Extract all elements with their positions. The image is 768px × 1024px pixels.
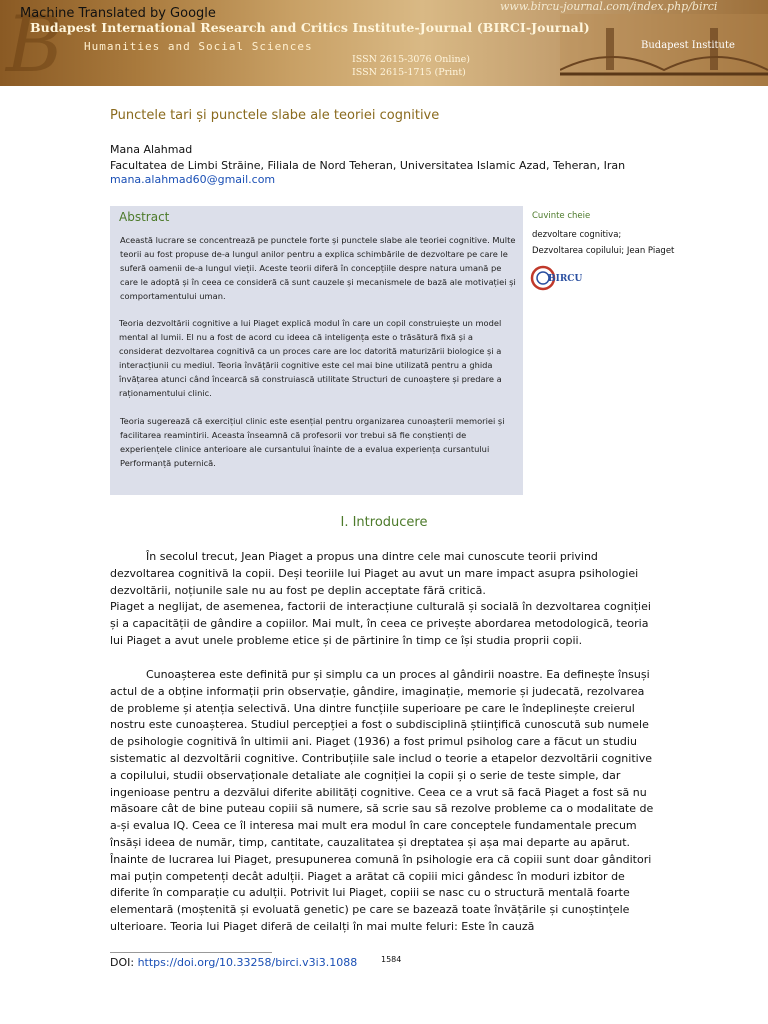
page-number: 1584 [381,955,402,964]
logo-text: BIRCU [548,274,582,284]
journal-title: Budapest International Research and Critics Institute-Journal (BIRCI-Journal) [30,20,590,35]
keyword-line: Dezvoltarea copilului; Jean Piaget [532,246,675,256]
journal-subtitle: Humanities and Social Sciences [84,40,313,53]
footnote-rule [110,952,272,953]
issn-block [352,53,470,79]
journal-url[interactable]: www.bircu-journal.com/index.php/birci [500,0,718,13]
machine-translated-label: Machine Translated by Google [20,6,216,21]
author-name: Mana Alahmad [110,143,193,156]
doi-line [110,956,357,969]
abstract-heading: Abstract [119,210,170,224]
institute-label: Budapest Institute [641,40,735,51]
banner-decorative-letter: B [6,0,64,86]
keyword-line: dezvoltare cognitiva; [532,230,622,240]
issn-print: ISSN 2615-1715 (Print) [352,67,466,78]
body-paragraph: În secolul trecut, Jean Piaget a propus una dintre cele mai cunoscute teorii privind dezvoltarea cognitivă la copii. Deși teoriile lui Piaget au avut un mare impact asupra psihologiei dezvoltării, noțiunile sale nu au fost pe deplin acceptate fără critică. [110,550,639,597]
doi-link[interactable]: https://doi.org/10.33258/birci.v3i3.1088 [137,956,358,969]
body-paragraph-group [110,549,660,650]
abstract-paragraph: Teoria sugerează că exercițiul clinic este esențial pentru organizarea cunoașterii memoriei și facilitarea reamintirii. Aceasta înseamnă că profesorii vor trebui să fie conștienți de experiențele clinice anterioare ale cursantului înainte de a evalua experiența cursantului Performanță puternică. [120,416,505,468]
bircu-logo [530,262,582,294]
abstract-paragraph: Teoria dezvoltării cognitive a lui Piaget explică modul în care un copil construiește un model mental al lumii. El nu a fost de acord cu ideea că inteligența este o trăsătură fixă și a considerat dezvoltarea cognitivă ca un proces care are loc datorită maturizării biologice și a interacțiunii cu mediul. Teoria învățării cognitive este cel mai bine utilizată pentru a ghida învățarea atunci când încearcă să construiască utilitate Structuri de cunoaștere și predare a raționamentului clinic. [119,318,502,398]
keywords-heading: Cuvinte cheie [532,211,591,221]
journal-banner [0,0,768,86]
author-affiliation: Facultatea de Limbi Străine, Filiala de Nord Teheran, Universitatea Islamic Azad, Teheran, Iran [110,159,626,172]
section-heading: I. Introducere [340,515,428,530]
article-title: Punctele tari și punctele slabe ale teoriei cognitive [110,108,440,123]
issn-online: ISSN 2615-3076 Online) [352,54,470,65]
body-paragraph: Piaget a neglijat, de asemenea, factorii de interacțiune culturală și socială în dezvoltarea cogniției și a capacității de gândire a copiilor. Mai mult, în ceea ce privește abordarea metodologică, teoria lui Piaget a avut unele probleme etice și de părtinire în timp ce își studia proprii copii. [110,600,651,647]
abstract-paragraph: Această lucrare se concentrează pe punctele forte și punctele slabe ale teoriei cognitive. Multe teorii au fost propuse de-a lungul anilor pentru a explica schimbările de dezvoltare pe care le suferă oamenii de-a lungul vieții. Aceste teorii diferă în concepțiile despre natura umană pe care le adoptă și în ceea ce consideră că sunt cauzele și mecanismele de bază ale motivației și comportamentului uman. [120,235,516,301]
doi-label: DOI: [110,956,138,969]
author-email[interactable]: mana.alahmad60@gmail.com [110,173,276,186]
body-paragraph: Cunoașterea este definită pur și simplu ca un proces al gândirii noastre. Ea definește însuși actul de a obține informații prin observație, gândire, imaginație, memorie și judecată, rezolvarea de probleme și atenția selectivă. Una dintre funcțiile superioare pe care le îndeplinește creierul nostru este cunoașterea. Studiul percepției a fost o subdisciplină științifică cunoscută sub numele de psihologie cognitivă în ultimii ani. Piaget (1936) a fost primul psiholog care a făcut un studiu sistematic al dezvoltării cognitive. Contribuțiile sale includ o teorie a etapelor dezvoltării cognitive a copilului, studii observaționale detaliate ale cogniției la copii și o serie de teste simple, dar ingenioase pentru a dezvălui diferite abilități cognitive. Ceea ce a vrut să facă Piaget a fost să nu măsoare cât de bine puteau copiii să numere, să scrie sau să rezolve probleme ca o modalitate de a-și evalua IQ. Ceea ce îl interesa mai mult era modul în care conceptele fundamentale precum însăși ideea de număr, timp, cantitate, cauzalitatea și dreptatea și așa mai departe au apărut. Înainte de lucrarea lui Piaget, presupunerea comună în psihologie era că copiii sunt doar gânditori mai puțin competenți decât adulții. Piaget a arătat că copiii mici gândesc în moduri izbitor de diferite în comparație cu adulții. Potrivit lui Piaget, copiii se nasc cu o structură mentală foarte elementară (moștenită și evoluată genetic) pe care se bazează toate învățările și cunoștințele ulterioare. Teoria lui Piaget diferă de ceilalți în mai multe feluri: Este în cauză [110,668,654,933]
abstract-box [110,206,523,495]
